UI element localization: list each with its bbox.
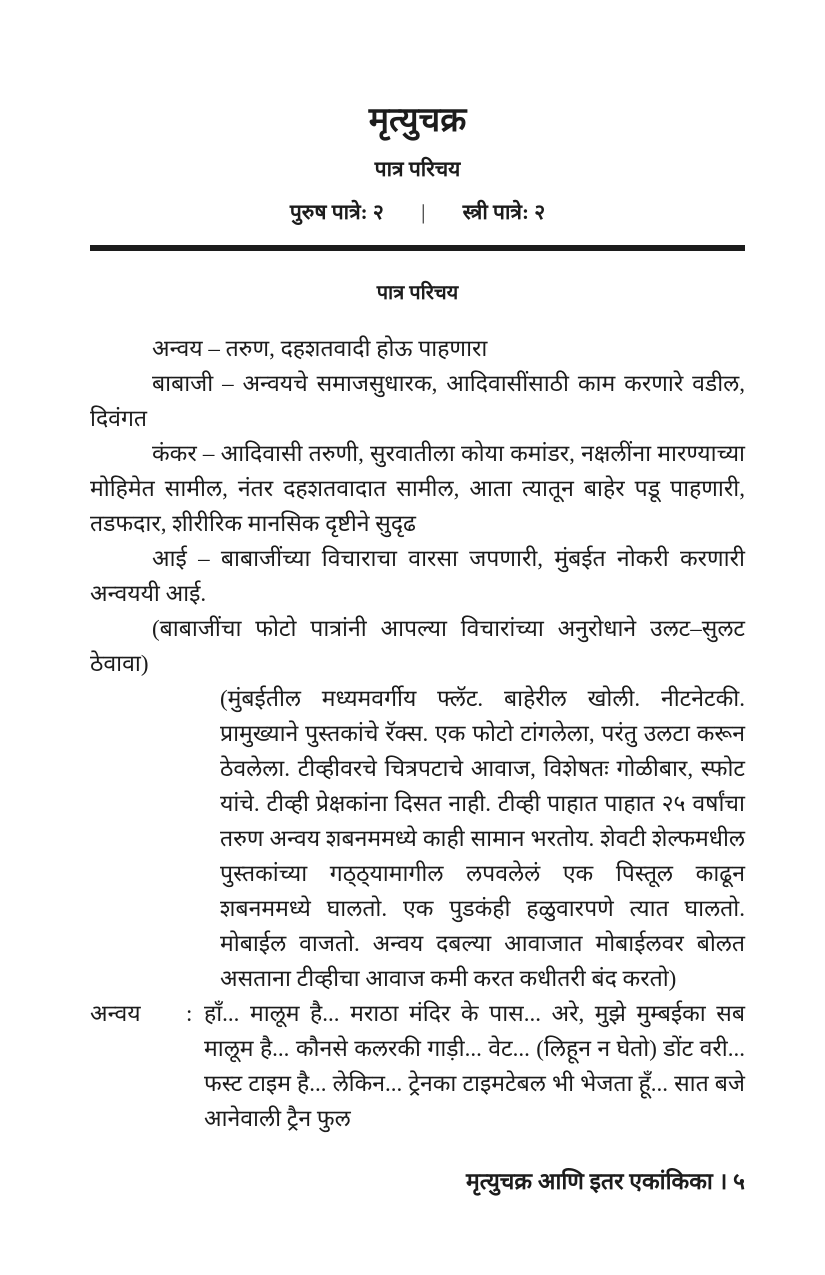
cast-count-line	[90, 200, 745, 225]
character-intro-babaji: बाबाजी – अन्वयचे समाजसुधारक, आदिवासींसाठी काम करणारे वडील, दिवंगत	[90, 370, 745, 431]
play-title: मृत्युचक्र	[368, 102, 467, 139]
page-header	[90, 100, 745, 225]
running-footer-page-number: मृत्युचक्र आणि इतर एकांकिका । ५	[466, 1169, 745, 1194]
female-cast-count: स्त्री पात्रे: २	[462, 199, 546, 224]
male-cast-count: पुरुष पात्रे: २	[289, 199, 384, 224]
character-intro-anvay: अन्वय – तरुण, दहशतवादी होऊ पाहणारा	[152, 335, 488, 361]
body-text	[90, 331, 745, 1136]
dialogue-row	[90, 996, 745, 1136]
photo-note: (बाबाजींचा फोटो पात्रांनी आपल्या विचारांच्या अनुरोधाने उलट–सुलट ठेवावा)	[90, 615, 745, 676]
character-intro-aai: आई – बाबाजींच्या विचाराचा वारसा जपणारी, मुंबईत नोकरी करणारी अन्वययी आई.	[90, 545, 745, 606]
character-intro-kankar: कंकर – आदिवासी तरुणी, सुरवातीला कोया कमांडर, नक्षलींना मारण्याच्या मोहिमेत सामील, नंतर दहशतवादात सामील, आता त्यातून बाहेर पडू पाहणारी, तडफदार, शीरीरिक मानसिक दृष्टीने सुदृढ	[90, 440, 745, 536]
dialogue-colon: :	[186, 1000, 193, 1026]
section-heading: पात्र परिचय	[376, 281, 459, 304]
cast-intro-heading: पात्र परिचय	[374, 156, 461, 181]
dialogue-text: हाँ... मालूम है... मराठा मंदिर के पास... अरे, मुझे मुम्बईका सब मालूम है... कौनसे कलरकी गाड़ी... वेट... (लिहून न घेतो) डोंट वरी... फस्ट टाइम है... लेकिन... ट्रेनका टाइमटेबल भी भेजता हूँ... सात बजे आनेवाली ट्रैन फुल	[204, 1000, 745, 1131]
cast-separator: |	[421, 199, 426, 224]
character-list	[90, 331, 745, 681]
divider-rule	[90, 245, 745, 251]
stage-direction: (मुंबईतील मध्यमवर्गीय फ्लॅट. बाहेरील खोली. नीटनेटकी. प्रामुख्याने पुस्तकांचे रॅक्स. एक फोटो टांगलेला, परंतु उलटा करून ठेवलेला. टीव्हीवरचे चित्रपटाचे आवाज, विशेषतः गोळीबार, स्फोट यांचे. टीव्ही प्रेक्षकांना दिसत नाही. टीव्ही पाहात पाहात २५ वर्षांचा तरुण अन्वय शबनममध्ये काही सामान भरतोय. शेवटी शेल्फमधील पुस्तकांच्या गठ्ठ्यामागील लपवलेलं एक पिस्तूल काढून शबनममध्ये घालतो. एक पुडकंही हळुवारपणे त्यात घालतो. मोबाईल वाजतो. अन्वय दबल्या आवाजात मोबाईलवर बोलत असताना टीव्हीचा आवाज कमी करत कधीतरी बंद करतो)	[220, 685, 745, 991]
dialogue-speaker: अन्वय	[90, 1000, 141, 1026]
